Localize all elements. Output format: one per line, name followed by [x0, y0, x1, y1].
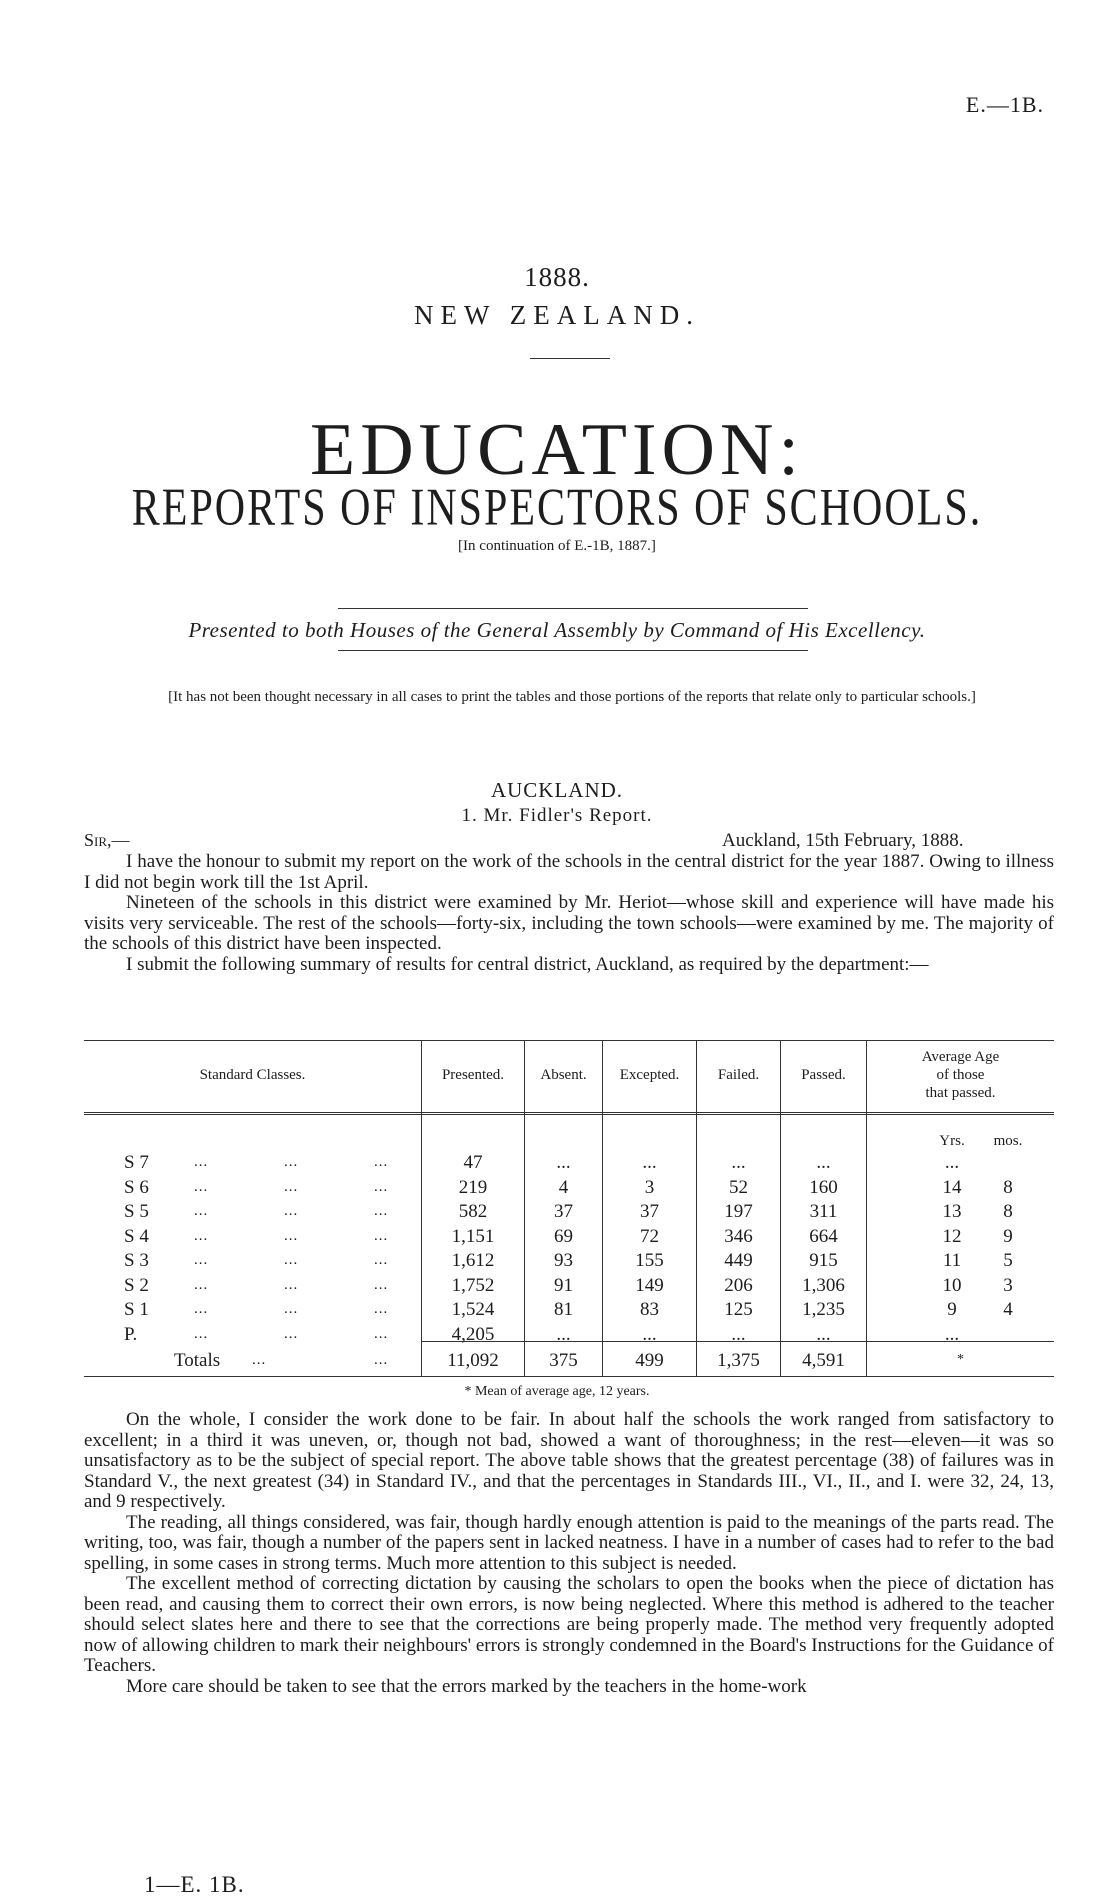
row-label: S 1: [124, 1299, 149, 1320]
continuation-note: [In continuation of E.-1B, 1887.]: [458, 538, 656, 554]
cell-presented: 1,612: [451, 1250, 495, 1271]
report-heading: 1. Mr. Fidler's Report.: [461, 805, 653, 826]
leader-dots: ...: [374, 1227, 389, 1244]
header-excepted: Excepted.: [619, 1067, 680, 1083]
cell-absent: 93: [554, 1250, 573, 1271]
paragraph: I have the honour to submit my report on the work of the schools in the central district for the year 1887. Owing to illness I did not begin work till the 1st April.: [84, 851, 1054, 893]
cell-failed: 206: [724, 1274, 753, 1296]
cell-presented: 1,752: [451, 1274, 495, 1296]
cell-excepted: 72: [640, 1225, 659, 1247]
cell-failed: 449: [724, 1250, 753, 1271]
row-label: S 4: [124, 1225, 149, 1247]
cell-failed: ...: [731, 1323, 746, 1345]
header-years: Yrs.: [939, 1133, 965, 1149]
header-standard-classes: Standard Classes.: [199, 1067, 306, 1083]
table-rule: [84, 1114, 1054, 1115]
header-average-age-line: that passed.: [925, 1085, 996, 1101]
row-label: S 2: [124, 1274, 149, 1296]
cell-passed: 664: [809, 1225, 838, 1247]
presented-line: Presented to both Houses of the General Assembly by Command of His Excellency.: [188, 618, 926, 642]
leader-dots: ...: [374, 1252, 389, 1268]
header-passed: Passed.: [801, 1067, 846, 1083]
totals-presented: 11,092: [447, 1350, 499, 1371]
cell-failed: 125: [724, 1299, 753, 1320]
leader-dots: ...: [194, 1227, 209, 1244]
header-presented: Presented.: [441, 1067, 505, 1083]
header-failed: Failed.: [717, 1067, 760, 1083]
cell-absent: 91: [554, 1274, 573, 1296]
totals-failed: 1,375: [717, 1350, 760, 1371]
divider: [338, 608, 808, 609]
cell-absent: 37: [554, 1201, 573, 1222]
row-label: S 7: [124, 1152, 149, 1173]
cell-months: 5: [1003, 1250, 1013, 1271]
table-footnote: * Mean of average age, 12 years.: [464, 1384, 650, 1399]
leader-dots: ...: [284, 1227, 299, 1244]
cell-failed: 197: [724, 1201, 753, 1222]
leader-dots: ...: [194, 1203, 209, 1219]
cell-excepted: 149: [635, 1274, 664, 1296]
row-label: S 3: [124, 1250, 149, 1271]
leader-dots: ...: [284, 1154, 299, 1170]
row-label: P.: [124, 1323, 138, 1345]
cell-absent: 81: [554, 1299, 573, 1320]
cell-presented: 219: [458, 1176, 488, 1198]
cell-excepted: ...: [642, 1323, 657, 1345]
cell-months: 8: [1003, 1176, 1013, 1198]
cell-years: 11: [942, 1250, 962, 1271]
cell-years: 13: [942, 1201, 962, 1222]
cell-excepted: 83: [640, 1299, 659, 1320]
leader-dots: ...: [374, 1154, 389, 1170]
divider: [530, 358, 610, 359]
cell-absent: ...: [556, 1152, 571, 1173]
cell-presented: 4,205: [451, 1323, 495, 1345]
leader-dots: ...: [252, 1352, 267, 1368]
salutation: Sir,—: [84, 830, 130, 850]
cell-passed: ...: [816, 1323, 831, 1345]
totals-label: Totals: [174, 1350, 221, 1371]
leader-dots: ...: [284, 1252, 299, 1268]
table-rule: [84, 1376, 1054, 1377]
printing-note: [It has not been thought necessary in all cases to print the tables and those portions of the reports that relate only to particular schools.]: [168, 689, 976, 705]
region-heading: AUCKLAND.: [490, 778, 624, 802]
leader-dots: ...: [194, 1252, 209, 1268]
cell-presented: 1,524: [451, 1299, 495, 1320]
leader-dots: ...: [374, 1178, 389, 1195]
leader-dots: ...: [374, 1325, 389, 1342]
leader-dots: ...: [284, 1301, 299, 1317]
intro-paragraphs: [84, 852, 1054, 975]
table-rule: [84, 1112, 1054, 1113]
paragraph: On the whole, I consider the work done to be fair. In about half the schools the work ranged from satisfactory to excellent; in a third it was uneven, or, though not bad, showed a want of thoroughness; in the rest—eleven—it was so unsatisfactory as to be the subject of special report. The above table shows that the greatest percentage (38) of failures was in Standard V., the next greatest (34) in Standard IV., and that the percentages in Standards III., VI., II., and I. were 32, 24, 13, and 9 respectively.: [84, 1409, 1054, 1512]
cell-years: 12: [942, 1225, 962, 1247]
leader-dots: ...: [284, 1325, 299, 1342]
totals-passed: 4,591: [802, 1350, 845, 1371]
document-title: EDUCATION:: [310, 409, 804, 491]
page-number: 1—E. 1B.: [144, 1872, 245, 1897]
leader-dots: ...: [194, 1276, 209, 1293]
year-heading: 1888.: [524, 262, 590, 292]
cell-years: ...: [944, 1323, 960, 1345]
table-rule: [84, 1040, 1054, 1041]
row-label: S 6: [124, 1176, 149, 1198]
cell-passed: 160: [809, 1176, 838, 1198]
cell-years: 10: [942, 1274, 962, 1296]
document-reference: E.—1B.: [965, 92, 1044, 117]
leader-dots: ...: [194, 1301, 209, 1317]
cell-absent: 69: [554, 1225, 573, 1247]
cell-absent: 4: [558, 1176, 569, 1198]
header-average-age-line: Average Age: [921, 1049, 1000, 1065]
document-subtitle: REPORTS OF INSPECTORS OF SCHOOLS.: [131, 479, 983, 537]
paragraph: The excellent method of correcting dictation by causing the scholars to open the books when the piece of dictation has been read, and causing them to correct their own errors, is now being neglected. Where this method is adhered to the teacher should select slates here and there to see that the corrections are being properly made. The method very frequently adopted now of allowing children to mark their neighbours' errors is strongly condemned in the Board's Instructions for the Guidance of Teachers.: [84, 1573, 1054, 1676]
totals-age: *: [957, 1352, 964, 1367]
cell-presented: 582: [458, 1201, 488, 1222]
cell-excepted: ...: [642, 1152, 657, 1173]
cell-excepted: 3: [644, 1176, 655, 1198]
leader-dots: ...: [284, 1203, 299, 1219]
cell-passed: 915: [809, 1250, 838, 1271]
cell-failed: 52: [729, 1176, 748, 1198]
cell-presented: 47: [463, 1152, 483, 1173]
place-date: Auckland, 15th February, 1888.: [722, 830, 964, 851]
leader-dots: ...: [194, 1325, 209, 1342]
cell-passed: 1,306: [802, 1274, 845, 1296]
cell-passed: 1,235: [802, 1299, 845, 1320]
country-heading: NEW ZEALAND.: [414, 300, 700, 330]
paragraph: Nineteen of the schools in this district were examined by Mr. Heriot—whose skill and experience will have made his visits very serviceable. The rest of the schools—forty-six, including the town schools—were examined by me. The majority of the schools of this district have been inspected.: [84, 892, 1054, 954]
cell-absent: ...: [556, 1323, 571, 1345]
paragraph: I submit the following summary of results for central district, Auckland, as required by the department:—: [126, 953, 929, 975]
divider: [338, 650, 808, 651]
header-average-age: [867, 1048, 1054, 1102]
row-label: S 5: [124, 1201, 149, 1222]
leader-dots: ...: [284, 1178, 299, 1195]
cell-months: 3: [1003, 1274, 1013, 1296]
cell-years: ...: [944, 1152, 960, 1173]
cell-excepted: 155: [635, 1250, 664, 1271]
totals-excepted: 499: [635, 1350, 664, 1371]
cell-presented: 1,151: [451, 1225, 495, 1247]
cell-failed: 346: [724, 1225, 753, 1247]
cell-failed: ...: [731, 1152, 746, 1173]
leader-dots: ...: [194, 1154, 209, 1170]
cell-passed: 311: [809, 1201, 838, 1222]
leader-dots: ...: [374, 1203, 389, 1219]
results-table: [84, 1040, 1054, 1377]
paragraph: The reading, all things considered, was fair, though hardly enough attention is paid to the meanings of the parts read. The writing, too, was fair, though a number of the papers sent in lacked neatness. I have in a number of cases had to refer to the bad spelling, in some cases in strong terms. Much more attention to this subject is needed.: [84, 1511, 1054, 1574]
leader-dots: ...: [374, 1352, 389, 1368]
leader-dots: ...: [374, 1276, 389, 1293]
cell-months: 8: [1003, 1201, 1013, 1222]
totals-absent: 375: [549, 1350, 578, 1371]
cell-years: 14: [942, 1176, 962, 1198]
cell-months: 4: [1003, 1299, 1013, 1320]
header-average-age-line: of those: [936, 1067, 985, 1083]
cell-passed: ...: [816, 1152, 831, 1173]
cell-years: 9: [947, 1299, 957, 1320]
header-months: mos.: [993, 1133, 1023, 1149]
body-paragraphs: [84, 1410, 1054, 1697]
leader-dots: ...: [194, 1178, 209, 1195]
paragraph: More care should be taken to see that the errors marked by the teachers in the home-work: [126, 1675, 807, 1697]
leader-dots: ...: [284, 1276, 299, 1293]
leader-dots: ...: [374, 1301, 389, 1317]
header-absent: Absent.: [540, 1067, 587, 1083]
cell-excepted: 37: [640, 1201, 659, 1222]
cell-months: 9: [1003, 1225, 1013, 1247]
